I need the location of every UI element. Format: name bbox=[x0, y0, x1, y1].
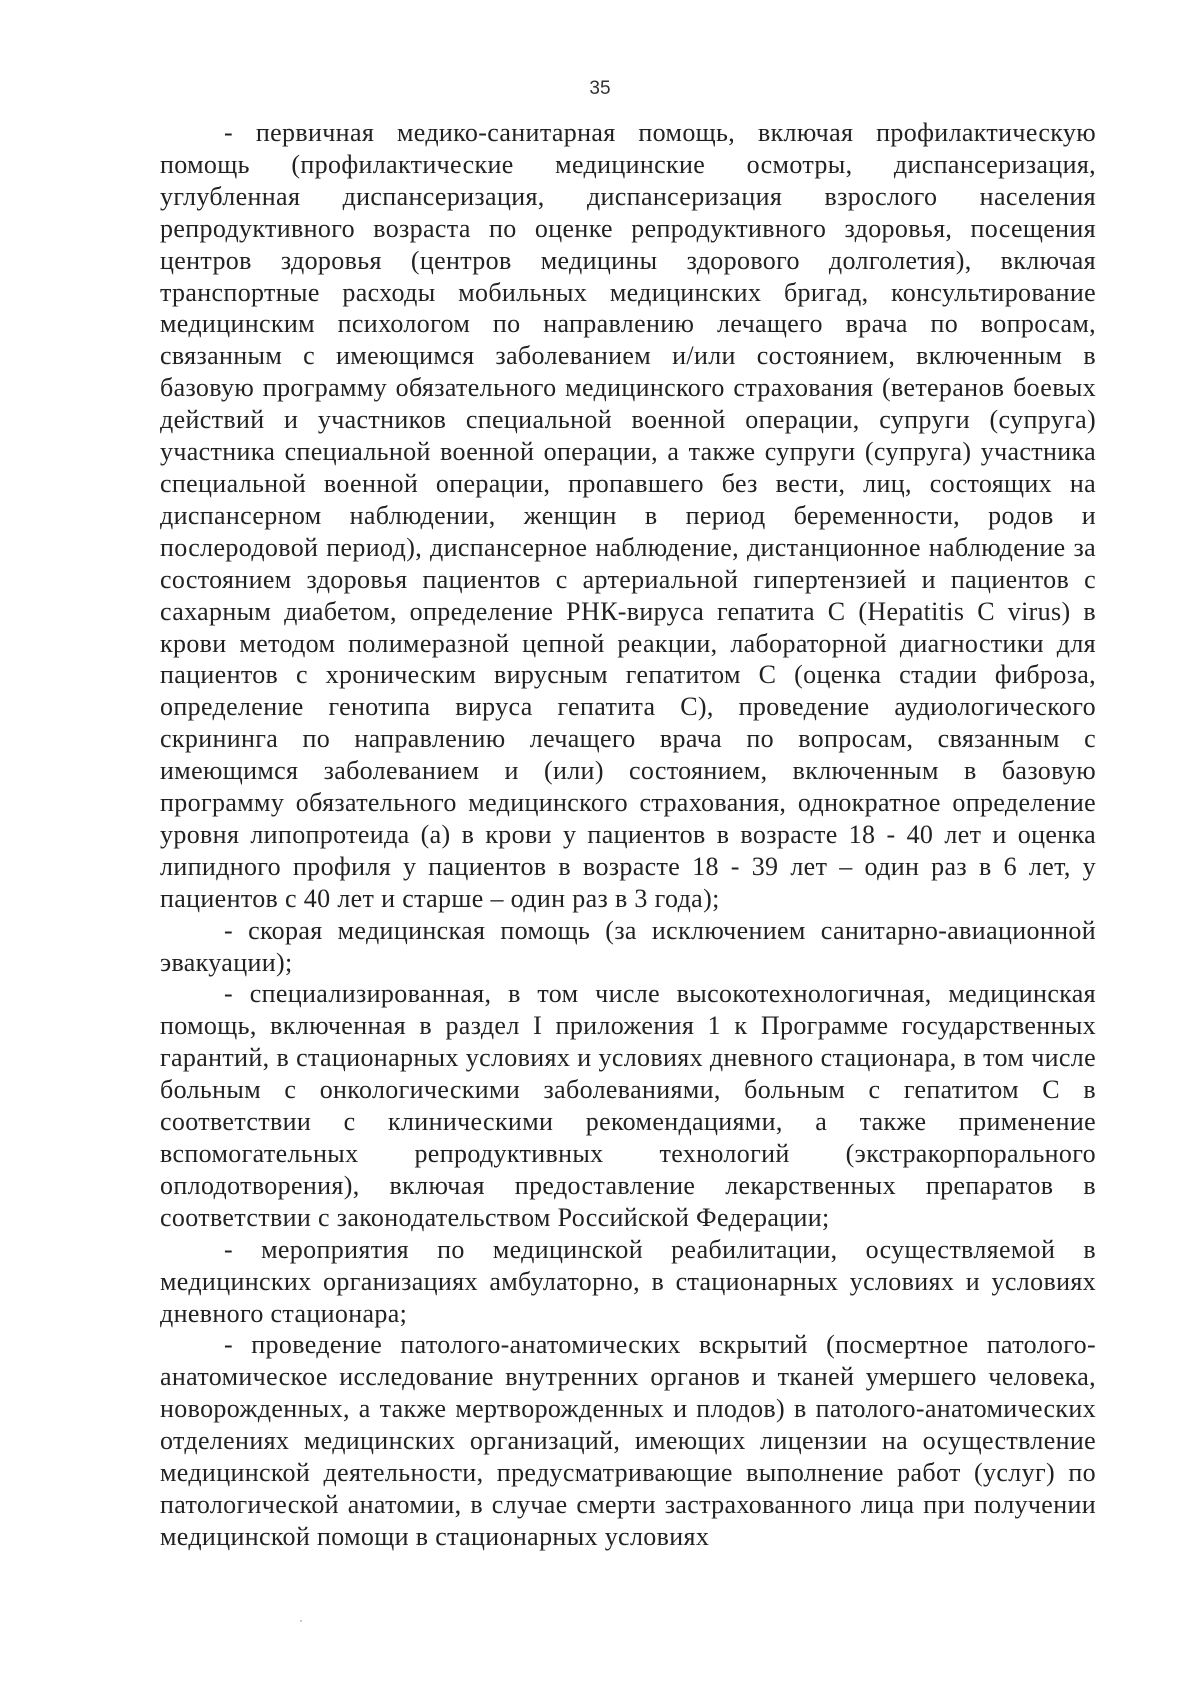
document-body bbox=[160, 117, 1096, 1553]
paragraph-specialized-care: - специализированная, в том числе высокотехнологичная, медицинская помощь, включенная в раздел I приложения 1 к Программе государственных гарантий, в стационарных условиях и условиях дневного стационара, в том числе больным с онкологическими заболеваниями, больным с гепатитом С в соответствии с клиническими рекомендациями, а также применение вспомогательных репродуктивных технологий (экстракорпорального оплодотворения), включая предоставление лекарственных препаратов в соответствии с законодательством Российской Федерации; bbox=[160, 979, 1096, 1232]
paragraph-pathology: - проведение патолого-анатомических вскрытий (посмертное патолого-анатомическое исследование внутренних органов и тканей умершего человека, новорожденных, а также мертворожденных и плодов) в патолого-анатомических отделениях медицинских организаций, имеющих лицензии на осуществление медицинской деятельности, предусматривающие выполнение работ (услуг) по патологической анатомии, в случае смерти застрахованного лица при получении медицинской помощи в стационарных условиях bbox=[160, 1330, 1096, 1551]
scan-speck bbox=[300, 1620, 302, 1622]
paragraph-emergency-care: - скорая медицинская помощь (за исключением санитарно-авиационной эвакуации); bbox=[160, 915, 1096, 977]
paragraph-primary-care: - первичная медико-санитарная помощь, включая профилактическую помощь (профилактические медицинские осмотры, диспансеризация, углубленная диспансеризация, диспансеризация взрослого населения репродуктивного возраста по оценке репродуктивного здоровья, посещения центров здоровья (центров медицины здорового долголетия), включая транспортные расходы мобильных медицинских бригад, консультирование медицинским психологом по направлению лечащего врача по вопросам, связанным с имеющимся заболеванием и/или состоянием, включенным в базовую программу обязательного медицинского страхования (ветеранов боевых действий и участников специальной военной операции, супруги (супруга) участника специальной военной операции, а также супруги (супруга) участника специальной военной операции, пропавшего без вести, лиц, состоящих на диспансерном наблюдении, женщин в период беременности, родов и послеродовой период), диспансерное наблюдение, дистанционное наблюдение за состоянием здоровья пациентов с артериальной гипертензией и пациентов с сахарным диабетом, определение РНК-вируса гепатита С (Hepatitis C virus) в крови методом полимеразной цепной реакции, лабораторной диагностики для пациентов с хроническим вирусным гепатитом С (оценка стадии фиброза, определение генотипа вируса гепатита С), проведение аудиологического скрининга по направлению лечащего врача по вопросам, связанным с имеющимся заболеванием и (или) состоянием, включенным в базовую программу обязательного медицинского страхования, однократное определение уровня липопротеида (а) в крови у пациентов в возрасте 18 - 40 лет и оценка липидного профиля у пациентов в возрасте 18 - 39 лет – один раз в 6 лет, у пациентов с 40 лет и старше – один раз в 3 года); bbox=[160, 118, 1096, 913]
page-number: 35 bbox=[589, 78, 611, 99]
paragraph-rehabilitation: - мероприятия по медицинской реабилитации, осуществляемой в медицинских организациях амбулаторно, в стационарных условиях и условиях дневного стационара; bbox=[160, 1234, 1096, 1328]
